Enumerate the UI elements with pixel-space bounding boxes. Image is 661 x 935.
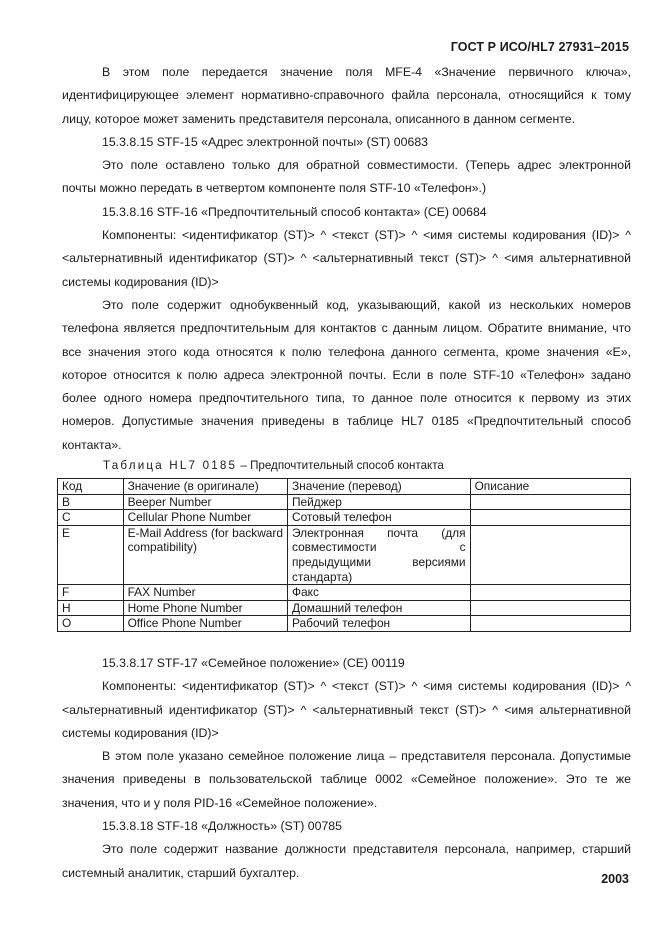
column-header-original: Значение (в оригинале): [123, 479, 287, 495]
paragraph: Компоненты: <идентификатор (ST)> ^ <текст (ST)> ^ <имя системы кодирования (ID)> ^ <альтернативный идентификатор (ST)> ^ <альтернативный текст (ST)> ^ <имя альтернативной системы кодирования (ID)>: [62, 679, 631, 740]
cell-translation: Рабочий телефон: [287, 616, 470, 632]
paragraph: Это поле оставлено только для обратной совместимости. (Теперь адрес электронной почты можно передать в четвертом компоненте поля STF-10 «Телефон».): [62, 158, 631, 196]
section-heading: 15.3.8.18 STF-18 «Должность» (ST) 00785: [102, 819, 342, 834]
cell-translation: Сотовый телефон: [287, 510, 470, 526]
cell-original: E-Mail Address (for backward compatibility): [123, 525, 287, 584]
table-caption-title: – Предпочтительный способ контакта: [240, 459, 444, 473]
column-header-code: Код: [58, 479, 124, 495]
table-row: [58, 494, 631, 510]
table-caption-label: Таблица HL7 0185: [103, 459, 238, 473]
table-row: [58, 600, 631, 616]
section-heading: 15.3.8.17 STF-17 «Семейное положение» (CE) 00119: [102, 655, 405, 670]
cell-code: F: [58, 585, 124, 601]
cell-code: E: [58, 525, 124, 584]
section-heading: 15.3.8.15 STF-15 «Адрес электронной почты» (ST) 00683: [102, 134, 428, 149]
cell-code: C: [58, 510, 124, 526]
cell-original: Cellular Phone Number: [123, 510, 287, 526]
cell-translation: Факс: [287, 585, 470, 601]
table-row: [58, 585, 631, 601]
spacer: [62, 632, 631, 652]
cell-original: Office Phone Number: [123, 616, 287, 632]
cell-code: B: [58, 494, 124, 510]
paragraph: В этом поле передается значение поля MFE-4 «Значение первичного ключа», идентифицирующее элемент нормативно-справочного файла персонала, относящийся к тому лицу, которое может заменить представителя персонала, описанного в данном сегменте.: [62, 65, 631, 126]
document-header: ГОСТ Р ИСО/HL7 27931–2015: [450, 40, 629, 54]
cell-code: H: [58, 600, 124, 616]
cell-translation: Электронная почта (для совместимости с предыдущими версиями стандарта): [287, 525, 470, 584]
table-row: [58, 510, 631, 526]
table-row: [58, 616, 631, 632]
paragraph: Компоненты: <идентификатор (ST)> ^ <текст (ST)> ^ <имя системы кодирования (ID)> ^ <альтернативный идентификатор (ST)> ^ <альтернативный текст (ST)> ^ <имя альтернативной системы кодирования (ID)>: [62, 228, 631, 289]
cell-description: [470, 585, 630, 601]
page-body: [62, 61, 631, 885]
cell-original: Home Phone Number: [123, 600, 287, 616]
paragraph: Это поле содержит однобуквенный код, указывающий, какой из нескольких номеров телефона является предпочтительным для контактов с данным лицом. Обратите внимание, что все значения этого кода относятся к полю телефона данного сегмента, кроме значения «Е», которое относится к полю адреса электронной почты. Если в поле STF-10 «Телефон» задано более одного номера предпочтительного типа, то данное поле относится к первому из этих номеров. Допустимые значения приведены в таблице HL7 0185 «Предпочтительный способ контакта».: [62, 297, 631, 452]
paragraph: В этом поле указано семейное положение лица – представителя персонала. Допустимые значения приведены в пользовательской таблице 0002 «Семейное положение». Это те же значения, что и у поля PID-16 «Семейное положение».: [62, 749, 631, 810]
column-header-translation: Значение (перевод): [287, 479, 470, 495]
cell-code: O: [58, 616, 124, 632]
cell-original: FAX Number: [123, 585, 287, 601]
table-caption: [62, 458, 631, 474]
paragraph: Это поле содержит название должности представителя персонала, например, старший системный аналитик, старший бухгалтер.: [62, 842, 631, 880]
cell-description: [470, 510, 630, 526]
cell-description: [470, 600, 630, 616]
cell-original: Beeper Number: [123, 494, 287, 510]
section-heading: 15.3.8.16 STF-16 «Предпочтительный способ контакта» (CE) 00684: [102, 204, 487, 219]
cell-description: [470, 525, 630, 584]
cell-translation: Домашний телефон: [287, 600, 470, 616]
table-header-row: [58, 479, 631, 495]
cell-description: [470, 494, 630, 510]
cell-translation: Пейджер: [287, 494, 470, 510]
table-row: [58, 525, 631, 584]
page-number: 2003: [601, 872, 629, 886]
cell-description: [470, 616, 630, 632]
contact-method-table: [57, 478, 631, 632]
column-header-description: Описание: [470, 479, 630, 495]
